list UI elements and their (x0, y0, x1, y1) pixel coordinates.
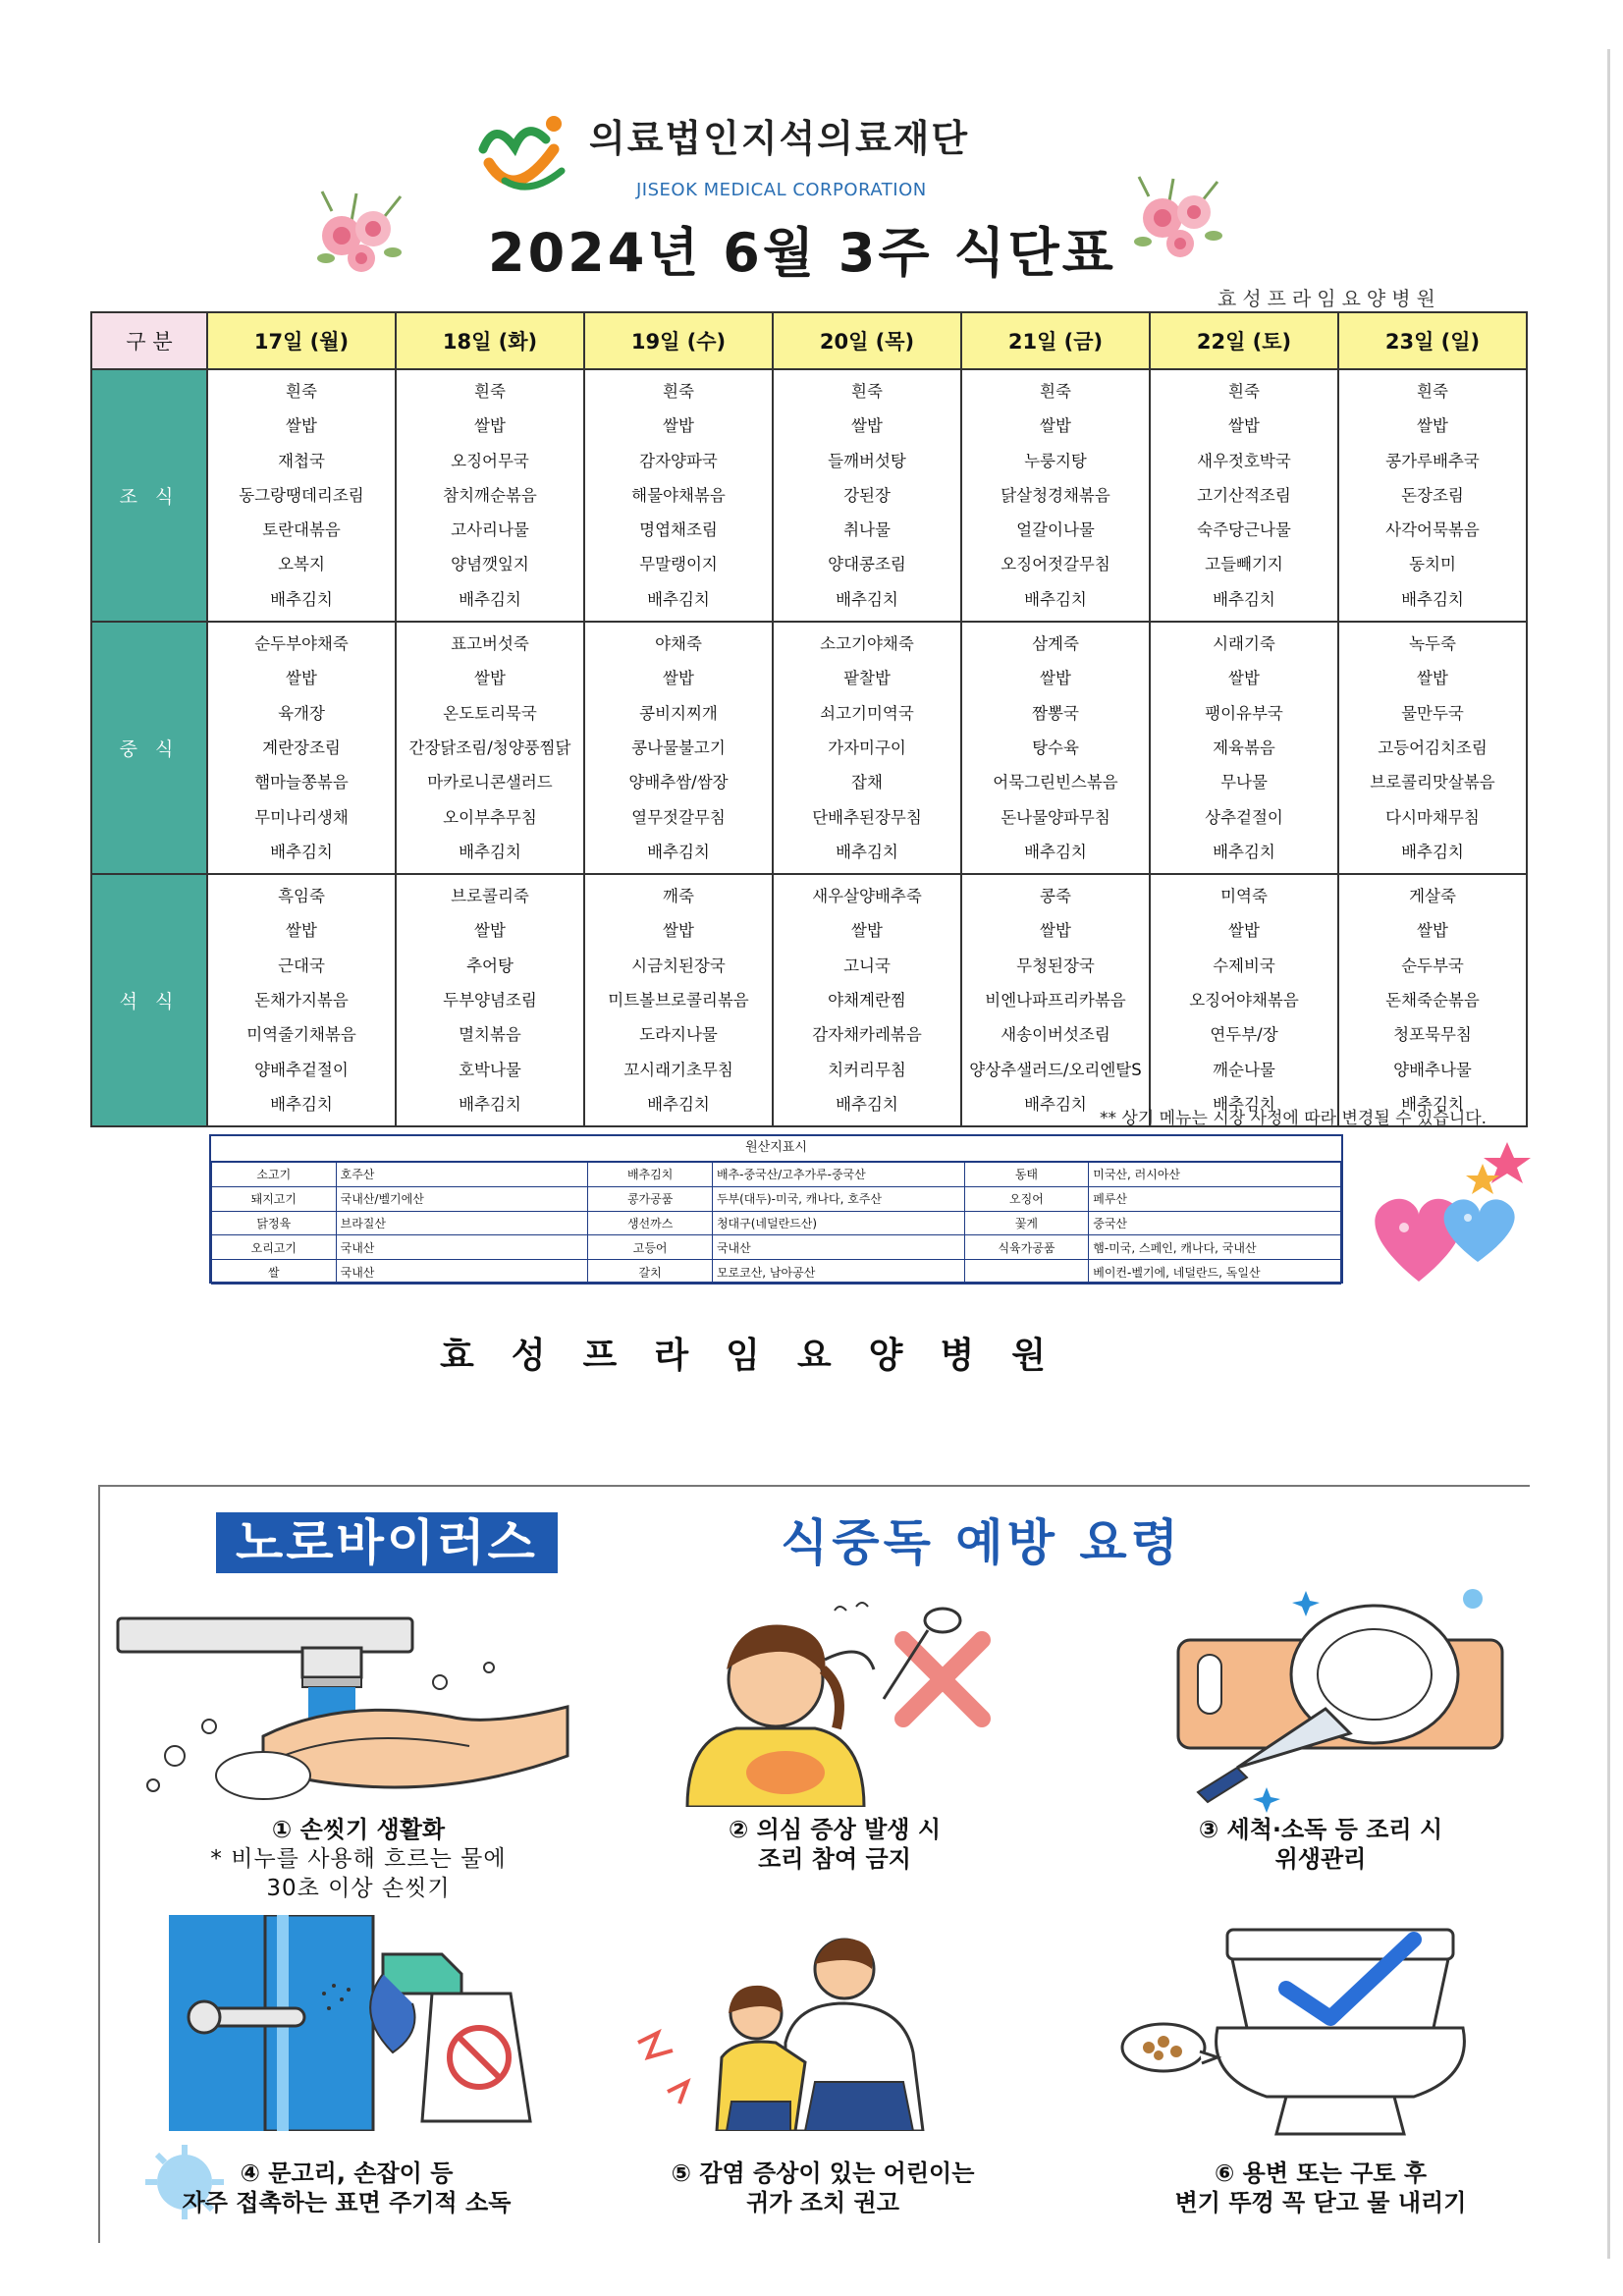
menu-item: 콩비지찌개 (639, 703, 718, 723)
menu-item: 배추김치 (1213, 842, 1275, 861)
menu-item: 콩가루배추국 (1385, 451, 1480, 470)
page-title: 2024년 6월 3주 식단표 (488, 222, 1116, 284)
menu-item: 배추김치 (459, 589, 521, 609)
section-divider-vertical (98, 1487, 100, 2243)
menu-item: 무미나리생채 (254, 807, 349, 827)
menu-item: 쌀밥 (663, 669, 694, 688)
origin-table-title: 원산지표시 (211, 1136, 1341, 1162)
menu-item: 토란대볶음 (262, 520, 341, 540)
menu-item: 사각어묵볶음 (1385, 520, 1480, 540)
menu-item: 열무젓갈무침 (631, 807, 726, 827)
origin-source: 햄-미국, 스페인, 캐나다, 국내산 (1089, 1235, 1341, 1260)
origin-source: 국내산/벨기에산 (336, 1186, 588, 1211)
menu-item: 새우살양배추죽 (812, 887, 922, 906)
org-name-en: JISEOK MEDICAL CORPORATION (636, 180, 927, 200)
tip-5-detail: 귀가 조치 권고 (746, 2189, 899, 2216)
origin-source: 국내산 (336, 1260, 588, 1285)
menu-item: 돈나물양파무침 (1001, 807, 1110, 827)
tip-2-caption (648, 1815, 1021, 1874)
menu-item: 양배추쌈/쌈장 (628, 773, 729, 793)
menu-item: 쌀밥 (1417, 669, 1448, 688)
menu-item: 쌀밥 (1040, 921, 1071, 941)
menu-item: 치커리무침 (828, 1060, 906, 1079)
tip-2-detail: 조리 참여 금지 (758, 1845, 911, 1873)
menu-item: 짬뽕국 (1032, 703, 1079, 723)
menu-item: 쌀밥 (663, 416, 694, 436)
origin-label-table (209, 1134, 1343, 1284)
menu-item: 양념깻잎지 (451, 555, 529, 574)
menu-item: 쌀밥 (1417, 921, 1448, 941)
menu-item: 무청된장국 (1016, 956, 1095, 975)
menu-item: 양배추나물 (1393, 1060, 1472, 1079)
menu-item: 쌀밥 (1228, 416, 1260, 436)
menu-item: 미역죽 (1220, 887, 1268, 906)
menu-item: 쌀밥 (1228, 669, 1260, 688)
origin-item: 돼지고기 (212, 1186, 337, 1211)
menu-item: 쌀밥 (286, 669, 317, 688)
corner-label: 구 분 (91, 312, 207, 369)
menu-item: 쌀밥 (1228, 921, 1260, 941)
menu-cell (584, 369, 773, 622)
origin-item: 소고기 (212, 1163, 337, 1187)
menu-item: 돈채가지볶음 (254, 991, 349, 1011)
tip-4-detail: 자주 접촉하는 표면 주기적 소독 (182, 2189, 512, 2216)
menu-item: 미트볼브로콜리볶음 (608, 991, 749, 1011)
menu-item: 흰죽 (474, 382, 506, 401)
menu-cell (961, 874, 1150, 1126)
menu-item: 햄마늘쫑볶음 (254, 773, 349, 793)
lunch-row (91, 622, 1527, 874)
tip-1-title: ① 손씻기 생활화 (271, 1816, 446, 1843)
menu-item: 고니국 (843, 956, 891, 975)
menu-item: 재첩국 (278, 451, 325, 470)
menu-item: 배추김치 (1024, 589, 1087, 609)
hospital-name-large: 효성프라임요양병원 (440, 1336, 1083, 1376)
origin-source: 브라질산 (336, 1211, 588, 1235)
menu-item: 콩죽 (1040, 887, 1071, 906)
origin-source: 배추-중국산/고추가루-중국산 (712, 1163, 964, 1187)
hospital-name-small: 효성프라임요양병원 (1217, 287, 1441, 310)
menu-item: 쌀밥 (286, 416, 317, 436)
menu-item: 배추김치 (270, 589, 333, 609)
origin-source: 국내산 (712, 1235, 964, 1260)
menu-item: 돈채죽순볶음 (1385, 991, 1480, 1011)
origin-source: 국내산 (336, 1235, 588, 1260)
menu-cell (396, 622, 584, 874)
menu-item: 꼬시래기초무침 (623, 1060, 733, 1079)
menu-item: 제육볶음 (1213, 738, 1275, 757)
menu-cell (207, 369, 396, 622)
menu-item: 시금치된장국 (631, 956, 726, 975)
breakfast-row (91, 369, 1527, 622)
origin-item: 닭정육 (212, 1211, 337, 1235)
menu-item: 쌀밥 (851, 921, 883, 941)
weekly-menu-table (90, 311, 1528, 1127)
menu-item: 새송이버섯조림 (1001, 1025, 1110, 1045)
origin-item: 갈치 (588, 1260, 713, 1285)
menu-item: 동치미 (1409, 555, 1456, 574)
tip-4-title: ④ 문고리, 손잡이 등 (240, 2159, 454, 2187)
menu-item: 배추김치 (1401, 589, 1464, 609)
cutting-board-icon (1159, 1581, 1522, 1817)
menu-item: 녹두죽 (1409, 634, 1456, 654)
menu-item: 배추김치 (1401, 842, 1464, 861)
menu-item: 연두부/장 (1210, 1025, 1278, 1045)
menu-item: 흰죽 (663, 382, 694, 401)
menu-cell (584, 622, 773, 874)
menu-item: 배추김치 (270, 842, 333, 861)
day-header: 23일 (일) (1338, 312, 1527, 369)
origin-row (212, 1163, 1341, 1187)
menu-item: 깨순나물 (1213, 1060, 1275, 1079)
menu-item: 고들빼기지 (1205, 555, 1283, 574)
menu-item: 고등어김치조림 (1378, 738, 1488, 757)
menu-item: 계란장조림 (262, 738, 341, 757)
flower-bouquet-icon (1129, 167, 1227, 265)
menu-cell (207, 622, 396, 874)
menu-item: 배추김치 (459, 1094, 521, 1114)
menu-cell (1338, 874, 1527, 1126)
origin-grid (211, 1162, 1341, 1285)
menu-cell (773, 622, 961, 874)
menu-item: 고기산적조림 (1197, 485, 1291, 505)
menu-item: 누룽지탕 (1024, 451, 1087, 470)
origin-item (964, 1260, 1089, 1285)
menu-item: 닭살청경채볶음 (1001, 485, 1110, 505)
origin-source: 모로코산, 남아공산 (712, 1260, 964, 1285)
menu-item: 상추겉절이 (1205, 807, 1283, 827)
menu-item: 청포묵무침 (1393, 1025, 1472, 1045)
menu-item: 잡채 (851, 773, 883, 793)
menu-item: 오징어무국 (451, 451, 529, 470)
tip-2-title: ② 의심 증상 발생 시 (728, 1816, 942, 1843)
menu-item: 다시마채무침 (1385, 807, 1480, 827)
menu-item: 물만두국 (1401, 703, 1464, 723)
menu-cell (1338, 369, 1527, 622)
menu-item: 수제비국 (1213, 956, 1275, 975)
toilet-flush-icon (1119, 1920, 1532, 2136)
tip-3-caption (1114, 1815, 1527, 1874)
origin-item: 배추김치 (588, 1163, 713, 1187)
sick-child-icon (628, 1601, 1001, 1807)
menu-item: 오이부추무침 (443, 807, 537, 827)
menu-item: 브로콜리맛살볶음 (1370, 773, 1495, 793)
menu-item: 간장닭조림/청양풍찜닭 (408, 738, 571, 757)
menu-item: 배추김치 (270, 1094, 333, 1114)
menu-item: 쌀밥 (1040, 669, 1071, 688)
menu-item: 브로콜리죽 (451, 887, 529, 906)
menu-item: 마카로니콘샐러드 (427, 773, 553, 793)
tip-4-caption (116, 2159, 577, 2217)
day-header-row (91, 312, 1527, 369)
menu-item: 탕수육 (1032, 738, 1079, 757)
dinner-row (91, 874, 1527, 1126)
origin-source: 베이컨-벨기에, 네덜란드, 독일산 (1089, 1260, 1341, 1285)
origin-source: 두부(대두)-미국, 캐나다, 호주산 (712, 1186, 964, 1211)
tip-1-detail: * 비누를 사용해 흐르는 물에 (210, 1846, 507, 1872)
origin-item: 생선까스 (588, 1211, 713, 1235)
menu-item: 쌀밥 (286, 921, 317, 941)
origin-source: 중국산 (1089, 1211, 1341, 1235)
menu-item: 팽이유부국 (1205, 703, 1283, 723)
menu-item: 야채계란찜 (828, 991, 906, 1011)
menu-item: 배추김치 (1401, 1094, 1464, 1114)
menu-cell (773, 874, 961, 1126)
menu-cell (961, 622, 1150, 874)
menu-item: 돈장조림 (1401, 485, 1464, 505)
origin-row (212, 1186, 1341, 1211)
menu-item: 배추김치 (1213, 1094, 1275, 1114)
origin-item: 쌀 (212, 1260, 337, 1285)
menu-item: 취나물 (843, 520, 891, 540)
day-header: 17일 (월) (207, 312, 396, 369)
day-header: 19일 (수) (584, 312, 773, 369)
origin-row (212, 1260, 1341, 1285)
hand-washing-icon (116, 1609, 577, 1805)
origin-source: 미국산, 러시아산 (1089, 1163, 1341, 1187)
tip-5-title: ⑤ 감염 증상이 있는 어린이는 (671, 2159, 975, 2187)
menu-item: 어묵그린빈스볶음 (993, 773, 1118, 793)
caregiver-child-icon (619, 1935, 1011, 2131)
menu-item: 양대콩조림 (828, 555, 906, 574)
menu-change-note: ** 상기 메뉴는 시장 사정에 따라 변경될 수 있습니다. (1100, 1109, 1488, 1128)
menu-item: 멸치볶음 (459, 1025, 521, 1045)
menu-item: 쇠고기미역국 (820, 703, 914, 723)
tip-6-caption (1105, 2159, 1537, 2217)
menu-item: 흰죽 (1040, 382, 1071, 401)
menu-item: 들깨버섯탕 (828, 451, 906, 470)
menu-item: 해물야채볶음 (631, 485, 726, 505)
origin-item: 고등어 (588, 1235, 713, 1260)
menu-item: 명엽채조림 (639, 520, 718, 540)
origin-item: 오리고기 (212, 1235, 337, 1260)
menu-cell (1150, 874, 1338, 1126)
menu-cell (961, 369, 1150, 622)
flower-bouquet-icon (312, 182, 410, 280)
menu-item: 미역줄기채볶음 (246, 1025, 356, 1045)
menu-item: 강된장 (843, 485, 891, 505)
menu-item: 순두부야채죽 (254, 634, 349, 654)
menu-item: 배추김치 (836, 842, 898, 861)
day-header: 21일 (금) (961, 312, 1150, 369)
menu-item: 육개장 (278, 703, 325, 723)
disinfect-doorknob-icon (167, 1915, 589, 2131)
origin-source: 청대구(네덜란드산) (712, 1211, 964, 1235)
menu-item: 쌀밥 (474, 921, 506, 941)
menu-item: 배추김치 (459, 842, 521, 861)
menu-item: 흰죽 (286, 382, 317, 401)
menu-item: 쌀밥 (663, 921, 694, 941)
origin-item: 콩가공품 (588, 1186, 713, 1211)
menu-item: 감자양파국 (639, 451, 718, 470)
menu-item: 표고버섯죽 (451, 634, 529, 654)
menu-item: 배추김치 (836, 589, 898, 609)
tip-5-caption (607, 2159, 1039, 2217)
menu-item: 숙주당근나물 (1197, 520, 1291, 540)
menu-cell (1150, 369, 1338, 622)
menu-item: 무말랭이지 (639, 555, 718, 574)
menu-item: 순두부국 (1401, 956, 1464, 975)
menu-item: 배추김치 (647, 1094, 710, 1114)
menu-item: 콩나물불고기 (631, 738, 726, 757)
tip-3-detail: 위생관리 (1274, 1845, 1367, 1873)
foundation-logo-icon (475, 110, 569, 198)
menu-item: 오징어젓갈무침 (1001, 555, 1110, 574)
menu-item: 배추김치 (1024, 1094, 1087, 1114)
menu-item: 도라지나물 (639, 1025, 718, 1045)
poster-title-highlight: 노로바이러스 (216, 1512, 558, 1573)
menu-item: 흰죽 (1228, 382, 1260, 401)
menu-item: 쌀밥 (851, 416, 883, 436)
menu-item: 쌀밥 (1417, 416, 1448, 436)
origin-source: 페루산 (1089, 1186, 1341, 1211)
tip-6-detail: 변기 뚜껑 꼭 닫고 물 내리기 (1174, 2189, 1467, 2216)
menu-item: 근대국 (278, 956, 325, 975)
menu-item: 배추김치 (1024, 842, 1087, 861)
menu-item: 흑임죽 (278, 887, 325, 906)
menu-item: 배추김치 (647, 842, 710, 861)
menu-item: 야채죽 (655, 634, 702, 654)
menu-item: 양상추샐러드/오리엔탈S (969, 1060, 1142, 1079)
menu-item: 쌀밥 (474, 669, 506, 688)
menu-item: 쌀밥 (474, 416, 506, 436)
menu-item: 오징어야채볶음 (1189, 991, 1299, 1011)
meal-label: 석 식 (91, 874, 207, 1126)
menu-item: 무나물 (1220, 773, 1268, 793)
meal-label: 중 식 (91, 622, 207, 874)
menu-cell (1150, 622, 1338, 874)
tip-1-detail: 30초 이상 손씻기 (266, 1876, 451, 1901)
menu-item: 두부양념조림 (443, 991, 537, 1011)
page-edge-line (1607, 49, 1610, 2259)
menu-item: 온도토리묵국 (443, 703, 537, 723)
poster-title-rest: 식중독 예방 요령 (781, 1514, 1182, 1571)
origin-source: 호주산 (336, 1163, 588, 1187)
menu-item: 감자채카레볶음 (812, 1025, 922, 1045)
menu-item: 배추김치 (836, 1094, 898, 1114)
origin-item: 동태 (964, 1163, 1089, 1187)
day-header: 22일 (토) (1150, 312, 1338, 369)
menu-cell (773, 369, 961, 622)
menu-cell (396, 369, 584, 622)
origin-item: 꽃게 (964, 1211, 1089, 1235)
tip-6-title: ⑥ 용변 또는 구토 후 (1214, 2159, 1428, 2187)
menu-item: 게살죽 (1409, 887, 1456, 906)
tip-1-caption (162, 1815, 555, 1903)
menu-item: 참치깨순볶음 (443, 485, 537, 505)
menu-item: 호박나물 (459, 1060, 521, 1079)
menu-item: 비엔나파프리카볶음 (985, 991, 1126, 1011)
day-header: 20일 (목) (773, 312, 961, 369)
menu-item: 배추김치 (1213, 589, 1275, 609)
tip-3-title: ③ 세척·소독 등 조리 시 (1198, 1816, 1443, 1843)
origin-item: 식육가공품 (964, 1235, 1089, 1260)
section-divider (98, 1485, 1530, 1487)
origin-row (212, 1211, 1341, 1235)
menu-item: 양배추겉절이 (254, 1060, 349, 1079)
origin-item: 오징어 (964, 1186, 1089, 1211)
menu-item: 추어탕 (466, 956, 514, 975)
menu-item: 고사리나물 (451, 520, 529, 540)
menu-item: 동그랑땡데리조림 (239, 485, 364, 505)
menu-item: 얼갈이나물 (1016, 520, 1095, 540)
menu-cell (396, 874, 584, 1126)
menu-item: 깨죽 (663, 887, 694, 906)
meal-label: 조 식 (91, 369, 207, 622)
origin-row (212, 1235, 1341, 1260)
menu-item: 소고기야채죽 (820, 634, 914, 654)
menu-item: 팥찰밥 (843, 669, 891, 688)
menu-item: 가자미구이 (828, 738, 906, 757)
hearts-decoration-icon (1360, 1134, 1537, 1296)
menu-item: 쌀밥 (1040, 416, 1071, 436)
menu-item: 새우젓호박국 (1197, 451, 1291, 470)
menu-item: 단배추된장무침 (812, 807, 922, 827)
menu-item: 흰죽 (851, 382, 883, 401)
org-name: 의료법인지석의료재단 (589, 117, 970, 160)
menu-item: 흰죽 (1417, 382, 1448, 401)
day-header: 18일 (화) (396, 312, 584, 369)
menu-cell (207, 874, 396, 1126)
menu-cell (1338, 622, 1527, 874)
menu-item: 오복지 (278, 555, 325, 574)
menu-item: 배추김치 (647, 589, 710, 609)
menu-item: 시래기죽 (1213, 634, 1275, 654)
menu-cell (584, 874, 773, 1126)
menu-item: 삼계죽 (1032, 634, 1079, 654)
